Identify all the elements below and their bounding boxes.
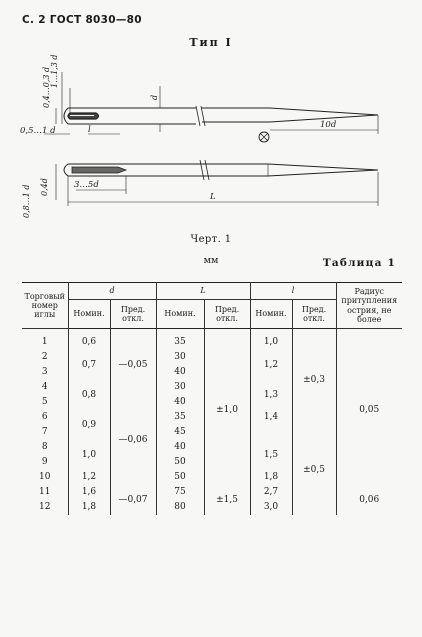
- radius-group-2: 0,06: [336, 485, 402, 515]
- table-row: 4 0,8 30 1,3: [22, 380, 402, 395]
- dim-groove-len: 3…5d: [74, 180, 99, 190]
- header-l-nom: Номин.: [250, 300, 292, 329]
- header-number: Торговый номер иглы: [22, 283, 68, 329]
- needle-drawing: [0, 48, 422, 232]
- dim-tip: 10d: [320, 120, 337, 130]
- table-row: 3 40: [22, 365, 402, 380]
- dim-top-eye: 1…1,3 d: [50, 54, 59, 88]
- page-header: С. 2 ГОСТ 8030—80: [22, 14, 142, 26]
- header-L-nom: Номин.: [156, 300, 204, 329]
- needle-bottom-groove: [72, 167, 126, 173]
- d-dev-group-2: —0,06: [110, 395, 156, 485]
- table-row: 8 1,0 40 1,5: [22, 440, 402, 455]
- radius-group-1: 0,05: [336, 335, 402, 485]
- spec-table: [22, 282, 402, 515]
- dim-L: L: [210, 192, 216, 202]
- dim-groove: 0,4d: [40, 178, 49, 196]
- table-row: 7 45 ±0,5: [22, 425, 402, 440]
- header-l: l: [250, 283, 336, 300]
- dim-bottom-neck: 0,8…1 d: [22, 184, 31, 218]
- figure-caption: Черт. 1: [190, 234, 232, 245]
- break-mark-top: [196, 106, 205, 126]
- l-dev-group-1: ±0,3: [292, 335, 336, 425]
- header-L-dev: Пред. откл.: [204, 300, 250, 329]
- table-row: 2 0,7 30 1,2: [22, 350, 402, 365]
- dim-l: l: [88, 125, 91, 135]
- L-dev-group-2: ±1,5: [204, 485, 250, 515]
- table-row: 5 —0,06 40: [22, 395, 402, 410]
- l-dev-group-2: ±0,5: [292, 425, 336, 515]
- type-title: Тип I: [189, 36, 233, 49]
- table-row: 1 0,6 —0,05 35 ±1,0 1,0 ±0,3 0,05: [22, 335, 402, 350]
- header-radius: Радиус притупления острия, не более: [336, 283, 402, 329]
- header-d-nom: Номин.: [68, 300, 110, 329]
- table-row: 9 50: [22, 455, 402, 470]
- dim-d: d: [150, 94, 159, 100]
- table-title: Таблица 1: [322, 257, 396, 269]
- header-l-dev: Пред. откл.: [292, 300, 336, 329]
- table-row: 12 1,8 80 3,0: [22, 500, 402, 515]
- header-d: d: [68, 283, 156, 300]
- table-row: 11 1,6 —0,07 75 ±1,5 2,7 0,06: [22, 485, 402, 500]
- d-dev-group-1: —0,05: [110, 335, 156, 395]
- dim-top-neck: 0,4…0,3 d: [42, 66, 51, 108]
- L-dev-group-1: ±1,0: [204, 335, 250, 485]
- unit-label: мм: [203, 255, 219, 266]
- header-d-dev: Пред. откл.: [110, 300, 156, 329]
- d-dev-group-3: —0,07: [110, 485, 156, 515]
- dim-eye-end: 0,5…1 d: [20, 126, 56, 136]
- table-row: 10 1,2 50 1,8: [22, 470, 402, 485]
- header-L: L: [156, 283, 250, 300]
- table-row: 6 0,9 35 1,4: [22, 410, 402, 425]
